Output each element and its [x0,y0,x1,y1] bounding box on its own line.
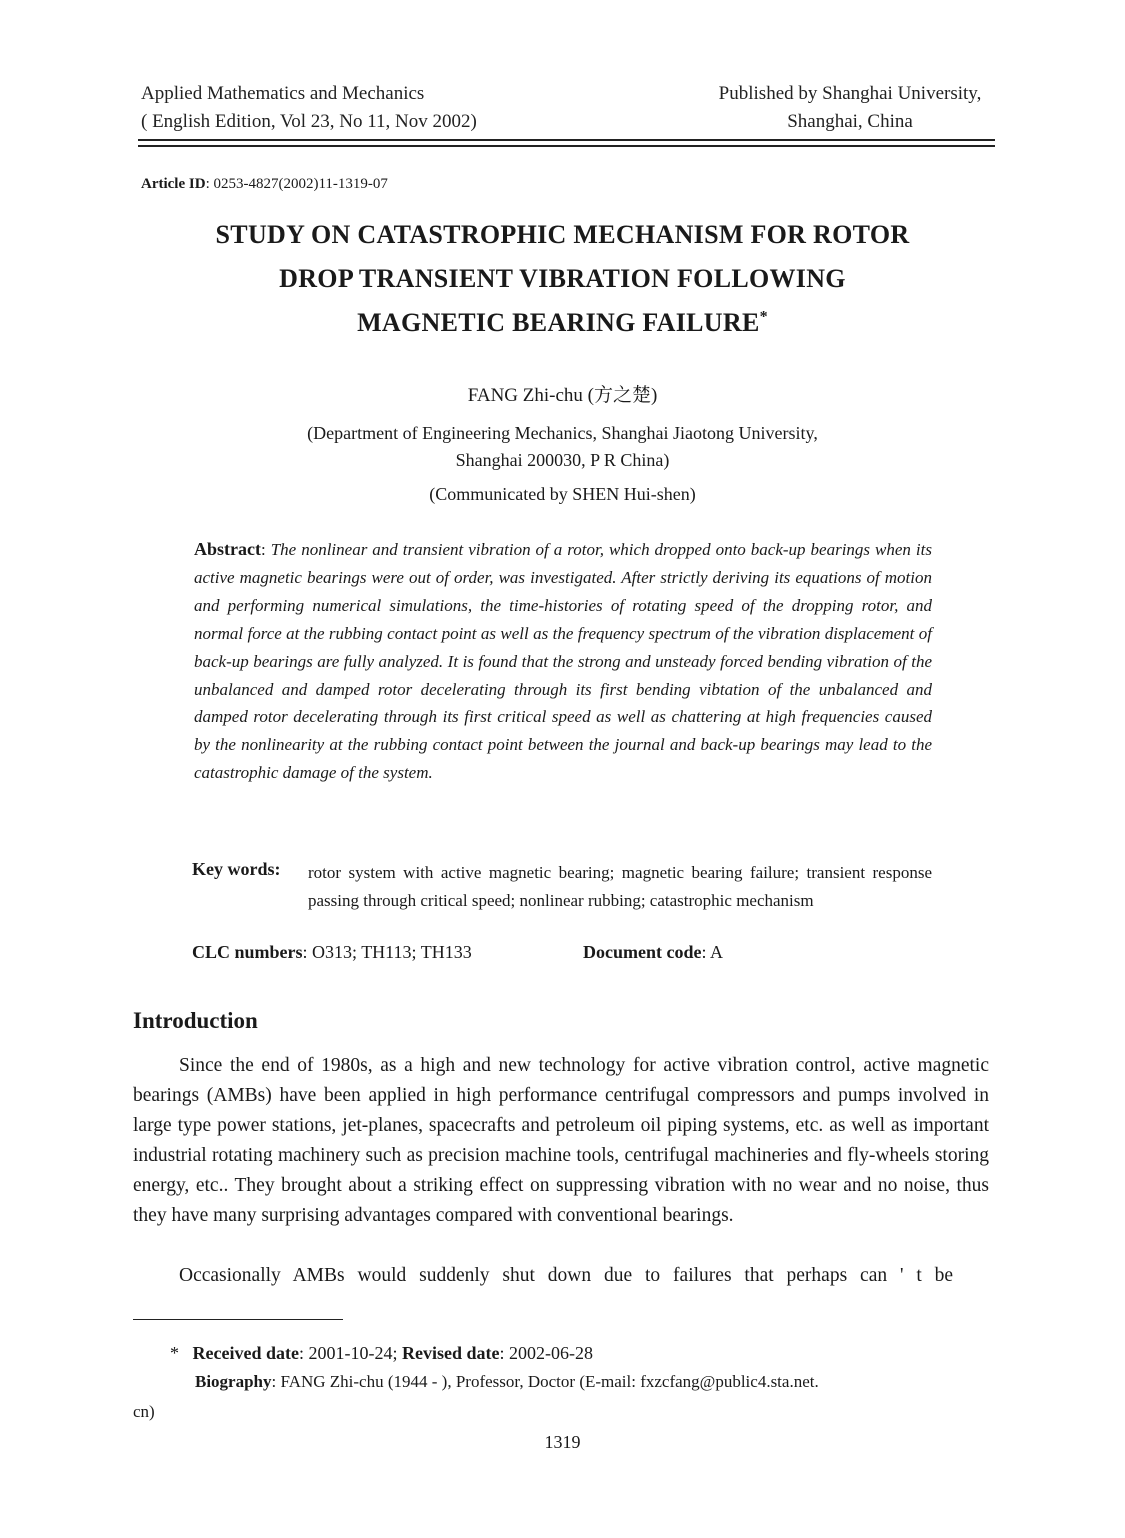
title-line-3-text: MAGNETIC BEARING FAILURE [357,308,760,337]
biography-value: : FANG Zhi-chu (1944 - ), Professor, Doctor (E-mail: fxzcfang@public4.sta.net. [271,1372,819,1391]
abstract-sep: : [260,540,271,559]
abstract-text: The nonlinear and transient vibration of a rotor, which dropped onto back-up bearings when its active magnetic bearings were out of order, was investigated. After strictly deriving its equations of motion and performing numerical simulations, the time-histories of rotating speed of the dropping rotor, and normal force at the rubbing contact point as well as the frequency spectrum of the vibration displacement of back-up bearings are fully analyzed. It is found that the strong and unsteady forced bending vibration of the unbalanced and damped rotor decelerating through its first bending vibtation of the unbalanced and damped rotor decelerating through its first critical speed as well as chattering at high frequencies caused by the nonlinearity at the rubbing contact point between the journal and back-up bearings may lead to the catastrophic damage of the system. [194,540,932,783]
article-id-value: : 0253-4827(2002)11-1319-07 [205,176,388,192]
author: FANG Zhi-chu (方之楚) [467,385,658,406]
keywords-text: rotor system with active magnetic bearing; magnetic bearing failure; transient response passing through critical speed; nonlinear rubbing; catastrophic mechanism [308,863,932,910]
header-rule-bottom [138,145,995,147]
publisher-location: Shanghai, China [787,111,913,132]
title-line-1: STUDY ON CATASTROPHIC MECHANISM FOR ROTOR [215,220,910,249]
affiliation-line-2: Shanghai 200030, P R China) [455,450,670,470]
revised-value: : 2002-06-28 [499,1343,593,1363]
keywords-label: Key words: [192,859,281,879]
header-rule-top [138,139,995,141]
footnote-star: * [170,1343,179,1363]
article-id [141,176,388,193]
intro-paragraph-2: Occasionally AMBs would suddenly shut down due to failures that perhaps can ' t be [179,1265,954,1286]
footnote-rule [133,1319,343,1320]
journal-edition: ( English Edition, Vol 23, No 11, Nov 2002) [141,111,477,132]
article-id-label: Article ID [141,176,206,192]
title-line-2: DROP TRANSIENT VIBRATION FOLLOWING [279,264,846,293]
received-value: : 2001-10-24; [298,1343,402,1363]
affiliation-line-1: (Department of Engineering Mechanics, Shanghai Jiaotong University, [307,423,818,443]
doc-code-label: Document code [583,942,702,962]
received-label: Received date [192,1343,299,1363]
journal-name: Applied Mathematics and Mechanics [141,83,425,104]
clc-value: : O313; TH113; TH133 [302,942,472,962]
biography-label: Biography [195,1372,272,1391]
intro-paragraph-1: Since the end of 1980s, as a high and new technology for active vibration control, active magnetic bearings (AMBs) have been applied in high performance centrifugal compressors and pumps involved in large type power stations, jet-planes, spacecrafts and petroleum oil piping systems, etc. as well as important industrial rotating machinery such as precision machine tools, centrifugal machineries and fly-wheels storing energy, etc.. They brought about a striking effect on suppressing vibration with no wear and no noise, thus they have many surprising advantages compared with conventional bearings. [133,1055,989,1226]
footnote-biography-tail: cn) [133,1402,155,1421]
doc-code-value: : A [701,942,723,962]
revised-label: Revised date [401,1343,500,1363]
document-code [583,942,723,963]
abstract [194,536,932,787]
title-line-3 [0,308,1125,338]
page-number: 1319 [544,1432,581,1452]
clc-numbers [192,942,472,963]
footnote-biography [195,1372,819,1392]
journal-header [141,80,477,136]
title-footnote-mark: * [759,308,768,326]
footnote-dates [170,1343,593,1364]
publisher-name: Published by Shanghai University, [718,83,982,104]
communicated-by: (Communicated by SHEN Hui-shen) [429,484,696,504]
clc-label: CLC numbers [192,942,303,962]
section-heading-introduction: Introduction [133,1008,258,1033]
publisher-header [700,80,1000,136]
abstract-label: Abstract [194,539,261,559]
